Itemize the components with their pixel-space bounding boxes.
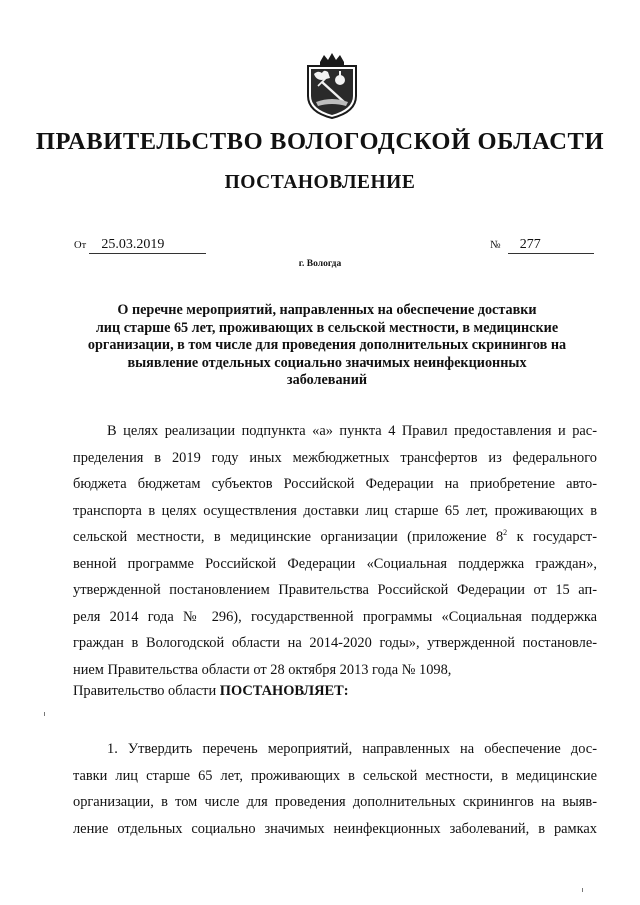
text-fragment: к государст- — [507, 529, 597, 545]
text-line: бюджета бюджетам субъектов Российской Федерации на приобретение авто- — [73, 476, 597, 492]
preamble-paragraph — [73, 418, 597, 683]
text-line: реля 2014 года № 296), государственной программы «Социальная поддержка — [73, 608, 597, 625]
clause-1-paragraph — [73, 736, 597, 842]
text-fragment: сельской местности, в медицинские организации (приложение 8 — [73, 529, 504, 545]
text-line: 1. Утвердить перечень мероприятий, направленных на обеспечение дос- — [107, 741, 597, 757]
text-line: граждан в Вологодской области на 2014-2020 годы», утвержденной постановле- — [73, 635, 597, 651]
document-type: ПОСТАНОВЛЕНИЕ — [224, 172, 416, 193]
document-subject — [60, 302, 594, 390]
text-line: ление отдельных социально значимых неинфекционных заболеваний, в рамках — [73, 820, 597, 837]
text-line: организации, в том числе для проведения дополнительных скринингов на выяв- — [73, 794, 597, 810]
vologda-coat-of-arms-icon — [300, 52, 364, 120]
subject-line: лиц старше 65 лет, проживающих в сельской местности, в медицинские — [95, 319, 559, 336]
government-title: ПРАВИТЕЛЬСТВО ВОЛОГОДСКОЙ ОБЛАСТИ — [35, 128, 605, 155]
text-line: пределения в 2019 году иных межбюджетных трансфертов из федерального — [73, 449, 597, 466]
superscript: 2 — [503, 528, 508, 538]
subject-line: О перечне мероприятий, направленных на обеспечение доставки — [117, 302, 537, 318]
document-date: 25.03.2019 — [89, 237, 206, 254]
scan-mark — [44, 712, 45, 716]
text-line: транспорта в целях осуществления доставки лиц старше 65 лет, проживающих в — [73, 502, 597, 519]
text-line: утвержденной постановлением Правительства Российской Федерации от 15 ап- — [73, 582, 597, 598]
subject-line: организации, в том числе для проведения дополнительных скринингов на — [87, 337, 567, 353]
scan-mark — [582, 888, 583, 892]
subject-line: заболеваний — [286, 372, 368, 388]
text-line: В целях реализации подпункта «а» пункта 4 Правил предоставления и рас- — [107, 423, 597, 439]
number-prefix: № — [490, 239, 501, 251]
city-label: г. Вологда — [298, 259, 342, 269]
resolve-line — [73, 683, 349, 700]
text-line: нием Правительства области от 28 октября 2013 года № 1098, — [73, 661, 452, 678]
date-number-row — [74, 236, 594, 260]
resolve-word: ПОСТАНОВЛЯЕТ: — [219, 683, 349, 699]
number-block — [490, 236, 594, 254]
date-block — [74, 236, 206, 254]
resolve-prefix: Правительство области — [73, 683, 220, 699]
subject-line: выявление отдельных социально значимых неинфекционных — [127, 354, 527, 371]
date-prefix: От — [74, 240, 87, 251]
text-line-with-superscript — [73, 524, 597, 551]
document-number: 277 — [508, 237, 594, 254]
text-line: венной программе Российской Федерации «Социальная поддержка граждан», — [73, 555, 597, 572]
text-line: тавки лиц старше 65 лет, проживающих в сельской местности, в медицинские — [73, 767, 597, 784]
